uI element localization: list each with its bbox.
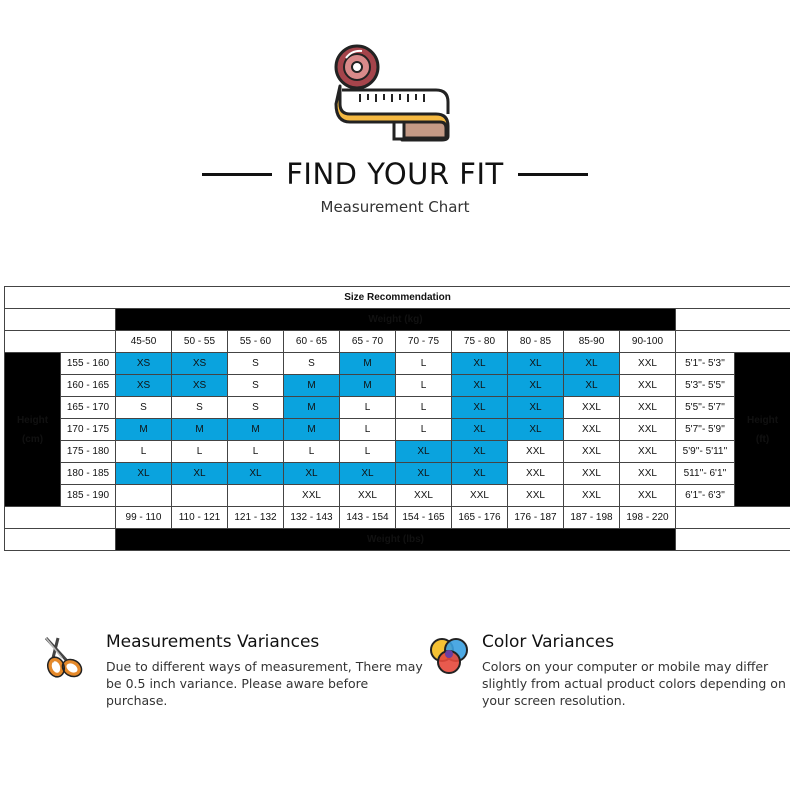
- size-cell: M: [284, 419, 340, 441]
- size-cell: XXL: [564, 441, 620, 463]
- size-cell: XL: [396, 441, 452, 463]
- lbs-range-cell: 187 - 198: [564, 507, 620, 529]
- size-cell: L: [396, 353, 452, 375]
- kg-range-cell: 90-100: [620, 331, 676, 353]
- height-cm-cell: 185 - 190: [61, 485, 116, 507]
- size-row: [5, 463, 790, 485]
- size-cell: M: [284, 375, 340, 397]
- size-cell: L: [396, 397, 452, 419]
- kg-range-cell: 85-90: [564, 331, 620, 353]
- corner-blank: [676, 507, 790, 529]
- height-ft-cell: 511''- 6'1'': [676, 463, 735, 485]
- size-recommendation-table: [4, 286, 790, 551]
- size-cell: XXL: [620, 375, 676, 397]
- size-cell: XS: [172, 353, 228, 375]
- size-cell: XL: [396, 463, 452, 485]
- size-cell: XL: [452, 441, 508, 463]
- size-cell: S: [228, 375, 284, 397]
- size-cell: L: [340, 397, 396, 419]
- corner-blank: [5, 309, 116, 331]
- size-cell: XL: [508, 375, 564, 397]
- size-cell: L: [172, 441, 228, 463]
- note-text: Due to different ways of measurement, There may be 0.5 inch variance. Please aware before purchase.: [106, 659, 423, 708]
- size-cell: XS: [116, 353, 172, 375]
- size-cell: L: [284, 441, 340, 463]
- kg-range-cell: 70 - 75: [396, 331, 452, 353]
- size-cell: L: [340, 441, 396, 463]
- size-cell: M: [172, 419, 228, 441]
- size-cell: XXL: [340, 485, 396, 507]
- corner-blank: [5, 529, 116, 551]
- height-ft-cell: 5'3''- 5'5'': [676, 375, 735, 397]
- size-cell: L: [340, 419, 396, 441]
- size-cell: XL: [564, 353, 620, 375]
- size-cell: S: [284, 353, 340, 375]
- size-cell: S: [116, 397, 172, 419]
- lbs-range-cell: 132 - 143: [284, 507, 340, 529]
- size-cell: XL: [564, 375, 620, 397]
- corner-blank: [676, 309, 790, 331]
- size-cell: XXL: [508, 463, 564, 485]
- size-cell: XXL: [620, 353, 676, 375]
- weight-lbs-footer-row: [5, 529, 790, 551]
- height-ft-cell: 5'5''- 5'7'': [676, 397, 735, 419]
- size-cell: XXL: [508, 441, 564, 463]
- note-text: Colors on your computer or mobile may differ slightly from actual product colors depending on your screen resolution.: [482, 659, 786, 708]
- size-cell: [228, 485, 284, 507]
- corner-blank: [676, 529, 790, 551]
- lbs-range-cell: 154 - 165: [396, 507, 452, 529]
- size-cell: XXL: [452, 485, 508, 507]
- size-cell: XL: [508, 397, 564, 419]
- height-cm-cell: 165 - 170: [61, 397, 116, 419]
- size-cell: XL: [508, 353, 564, 375]
- size-cell: XL: [228, 463, 284, 485]
- height-ft-cell: 5'9''- 5'11'': [676, 441, 735, 463]
- size-cell: S: [228, 397, 284, 419]
- caption-row: [5, 287, 790, 309]
- lbs-range-cell: 110 - 121: [172, 507, 228, 529]
- kg-range-cell: 60 - 65: [284, 331, 340, 353]
- page-subtitle: Measurement Chart: [320, 198, 470, 216]
- kg-range-cell: 45-50: [116, 331, 172, 353]
- size-row: [5, 353, 790, 375]
- size-cell: XXL: [396, 485, 452, 507]
- height-ft-label: [735, 353, 790, 507]
- height-ft-cell: 5'7''- 5'9'': [676, 419, 735, 441]
- note-measurement-variances: [106, 632, 426, 709]
- size-cell: XXL: [620, 441, 676, 463]
- size-cell: M: [116, 419, 172, 441]
- height-ft-cell: 5'1''- 5'3'': [676, 353, 735, 375]
- weight-kg-label: Weight (kg): [116, 309, 676, 331]
- corner-blank: [676, 331, 790, 353]
- size-row: [5, 485, 790, 507]
- size-row: [5, 375, 790, 397]
- size-table-wrapper: [4, 286, 786, 551]
- size-cell: XL: [340, 463, 396, 485]
- color-circles-icon: [428, 634, 470, 678]
- size-cell: XS: [116, 375, 172, 397]
- title-divider-left: [202, 173, 272, 176]
- size-cell: S: [172, 397, 228, 419]
- size-cell: XL: [452, 353, 508, 375]
- size-cell: XXL: [620, 485, 676, 507]
- size-cell: XL: [172, 463, 228, 485]
- lbs-range-cell: 176 - 187: [508, 507, 564, 529]
- size-cell: S: [228, 353, 284, 375]
- lbs-range-cell: 198 - 220: [620, 507, 676, 529]
- size-cell: L: [228, 441, 284, 463]
- size-cell: XL: [452, 419, 508, 441]
- size-cell: XL: [452, 375, 508, 397]
- lbs-range-cell: 99 - 110: [116, 507, 172, 529]
- size-cell: M: [228, 419, 284, 441]
- size-cell: XS: [172, 375, 228, 397]
- corner-blank: [5, 507, 116, 529]
- size-cell: XL: [452, 463, 508, 485]
- size-row: [5, 419, 790, 441]
- size-cell: XXL: [564, 485, 620, 507]
- size-cell: XXL: [620, 397, 676, 419]
- measuring-tape-icon: [332, 42, 454, 144]
- size-cell: M: [340, 353, 396, 375]
- height-cm-cell: 175 - 180: [61, 441, 116, 463]
- size-cell: M: [340, 375, 396, 397]
- height-cm-cell: 170 - 175: [61, 419, 116, 441]
- weight-lbs-label: Weight (lbs): [116, 529, 676, 551]
- table-caption: Size Recommendation: [5, 287, 790, 309]
- kg-range-cell: 75 - 80: [452, 331, 508, 353]
- kg-range-cell: 55 - 60: [228, 331, 284, 353]
- size-cell: XL: [284, 463, 340, 485]
- kg-ranges-row: [5, 331, 790, 353]
- size-cell: L: [116, 441, 172, 463]
- height-ft-cell: 6'1''- 6'3'': [676, 485, 735, 507]
- note-color-variances: [482, 632, 790, 709]
- size-cell: L: [396, 419, 452, 441]
- size-cell: XXL: [564, 463, 620, 485]
- height-ft-text: Height (ft): [746, 414, 779, 445]
- size-cell: M: [284, 397, 340, 419]
- height-cm-text: Height (cm): [16, 414, 49, 445]
- size-cell: XL: [452, 397, 508, 419]
- title-row: [0, 152, 790, 196]
- page-title: FIND YOUR FIT: [286, 157, 504, 191]
- kg-range-cell: 65 - 70: [340, 331, 396, 353]
- size-cell: XXL: [564, 397, 620, 419]
- size-cell: L: [396, 375, 452, 397]
- kg-range-cell: 80 - 85: [508, 331, 564, 353]
- size-cell: XL: [508, 419, 564, 441]
- size-cell: [172, 485, 228, 507]
- size-cell: XXL: [620, 463, 676, 485]
- scissors-icon: [42, 634, 84, 678]
- note-title: Measurements Variances: [106, 632, 320, 652]
- height-cm-cell: 160 - 165: [61, 375, 116, 397]
- header: [0, 0, 790, 240]
- weight-kg-header-row: [5, 309, 790, 331]
- size-row: [5, 397, 790, 419]
- lbs-range-cell: 165 - 176: [452, 507, 508, 529]
- size-cell: XXL: [508, 485, 564, 507]
- lbs-range-cell: 121 - 132: [228, 507, 284, 529]
- lbs-range-cell: 143 - 154: [340, 507, 396, 529]
- size-cell: XXL: [564, 419, 620, 441]
- title-divider-right: [518, 173, 588, 176]
- corner-blank: [5, 331, 116, 353]
- height-cm-label: [5, 353, 61, 507]
- height-cm-cell: 180 - 185: [61, 463, 116, 485]
- lbs-ranges-row: [5, 507, 790, 529]
- height-cm-cell: 155 - 160: [61, 353, 116, 375]
- kg-range-cell: 50 - 55: [172, 331, 228, 353]
- size-cell: XXL: [620, 419, 676, 441]
- size-row: [5, 441, 790, 463]
- size-cell: [116, 485, 172, 507]
- size-cell: XXL: [284, 485, 340, 507]
- note-title: Color Variances: [482, 632, 615, 652]
- size-cell: XL: [116, 463, 172, 485]
